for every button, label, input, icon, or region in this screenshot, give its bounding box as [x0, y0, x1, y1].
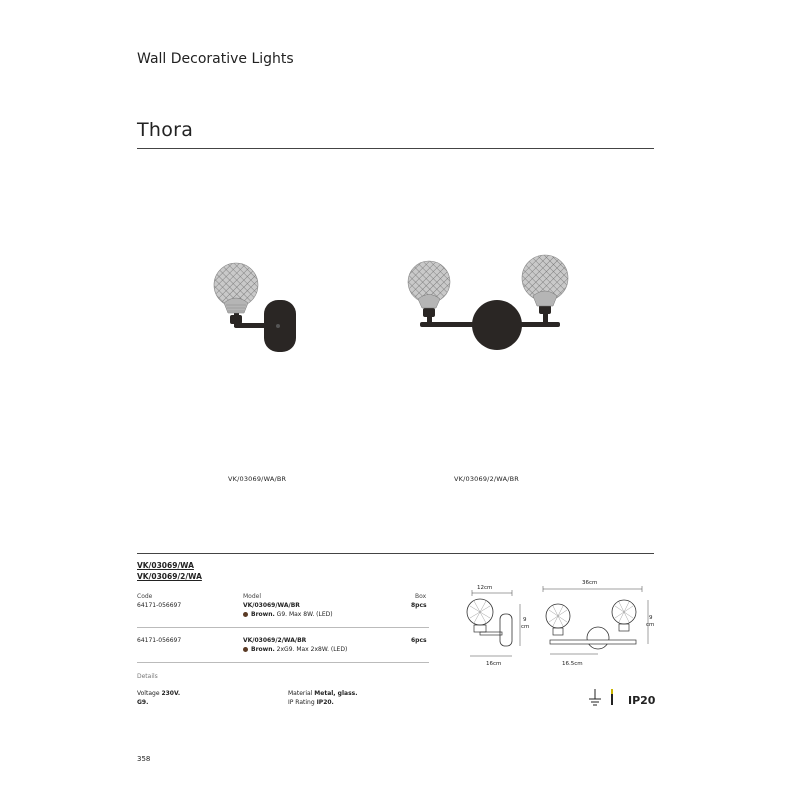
voltage-value: 230V.	[161, 690, 181, 697]
title-divider	[137, 148, 654, 149]
row-separator	[137, 627, 429, 628]
table-row-model: VK/03069/2/WA/BR	[243, 637, 307, 644]
table-row-color: Brown.	[251, 611, 275, 618]
double-dimension-drawing	[538, 582, 653, 672]
ip-value: IP20.	[316, 699, 334, 706]
dim-double-height: 9	[649, 615, 653, 621]
table-row-code: 64171-056697	[137, 602, 182, 609]
voltage-line	[137, 690, 180, 697]
ip-rating-badge: IP20	[628, 694, 656, 707]
dim-single-width: 12cm	[477, 585, 493, 591]
ip-label: IP Rating	[288, 699, 315, 706]
voltage-label: Voltage	[137, 690, 160, 697]
earth-ground-icon	[588, 688, 602, 706]
brown-swatch-icon	[243, 647, 248, 652]
table-row-box: 6pcs	[411, 637, 427, 644]
socket-value: G9.	[137, 699, 149, 706]
table-row-spec	[243, 611, 333, 618]
table-row-lamp-spec: G9. Max 8W. (LED)	[276, 611, 333, 618]
dim-double-depth: 16.5cm	[562, 661, 583, 667]
spec-divider	[137, 553, 654, 554]
col-header-code: Code	[137, 593, 153, 600]
table-row-spec	[243, 646, 347, 653]
row-separator	[137, 662, 429, 663]
image-caption-double: VK/03069/2/WA/BR	[454, 475, 519, 483]
dim-single-height: 9	[523, 617, 527, 623]
accent-mark-icon	[611, 689, 613, 694]
material-label: Material	[288, 690, 313, 697]
material-line	[288, 690, 358, 697]
section-title: Wall Decorative Lights	[137, 51, 294, 67]
product-code-link[interactable]: VK/03069/2/WA	[137, 572, 202, 581]
single-lamp-image	[212, 255, 302, 355]
brown-swatch-icon	[243, 612, 248, 617]
dim-single-depth: 16cm	[486, 661, 502, 667]
ip-line	[288, 699, 334, 706]
details-label: Details	[137, 673, 158, 680]
dim-double-height-unit: cm	[646, 622, 655, 628]
double-lamp-image	[405, 250, 575, 355]
dim-single-height-unit: cm	[521, 624, 530, 630]
image-caption-single: VK/03069/WA/BR	[228, 475, 287, 483]
table-row-color: Brown.	[251, 646, 275, 653]
dim-double-width: 36cm	[582, 580, 598, 586]
product-title: Thora	[137, 119, 194, 141]
table-row-code: 64171-056697	[137, 637, 182, 644]
page-number: 358	[137, 755, 151, 763]
col-header-model: Model	[243, 593, 262, 600]
material-value: Metal, glass.	[314, 690, 358, 697]
col-header-box: Box	[415, 593, 427, 600]
product-code-link[interactable]: VK/03069/WA	[137, 561, 194, 570]
table-row-box: 8pcs	[411, 602, 427, 609]
table-row-model: VK/03069/WA/BR	[243, 602, 300, 609]
table-row-lamp-spec: 2xG9. Max 2x8W. (LED)	[276, 646, 348, 653]
